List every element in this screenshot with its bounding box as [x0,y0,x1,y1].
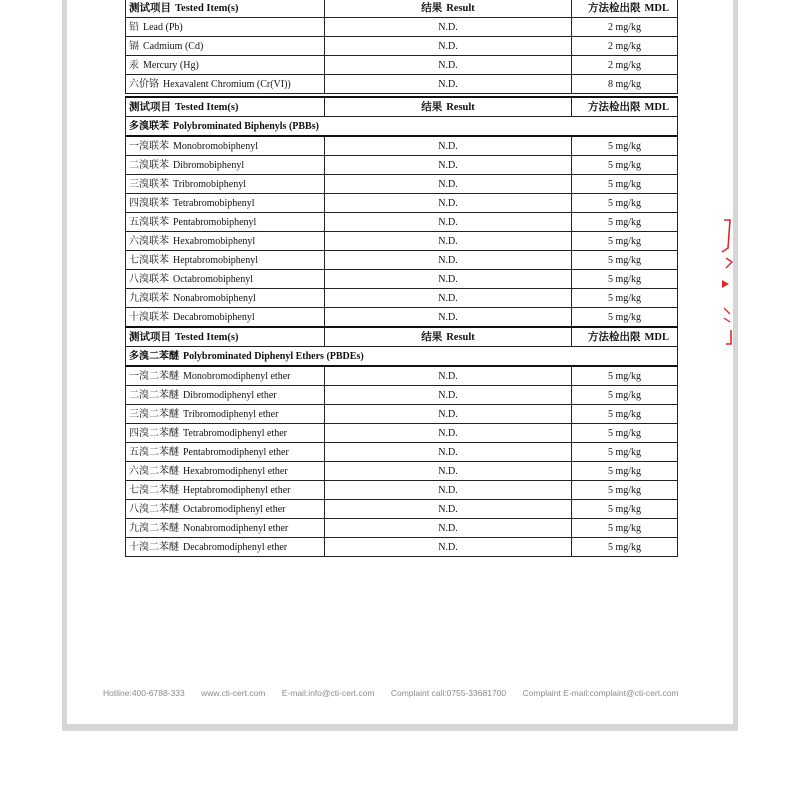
mdl-cell: 5 mg/kg [572,462,678,481]
result-header: 结果 Result [325,327,572,347]
table-row [126,251,678,270]
table-row [126,56,678,75]
mdl-header: 方法检出限 MDL [572,327,678,347]
group-row [126,117,678,137]
table-row [126,519,678,538]
tested-item-cell: 二溴二苯醚 Dibromodiphenyl ether [126,386,325,405]
table-row [126,366,678,386]
table-header-row [126,97,678,117]
result-header: 结果 Result [325,0,572,18]
tested-item-cell: 三溴联苯 Tribromobiphenyl [126,175,325,194]
table-row [126,424,678,443]
mdl-cell: 5 mg/kg [572,519,678,538]
result-cell: N.D. [325,270,572,289]
mdl-cell: 5 mg/kg [572,156,678,175]
result-cell: N.D. [325,289,572,308]
mdl-cell: 5 mg/kg [572,175,678,194]
tested-item-cell: 七溴联苯 Heptabromobiphenyl [126,251,325,270]
group-label: 多溴二苯醚 Polybrominated Diphenyl Ethers (PBDEs) [126,347,678,367]
mdl-header: 方法检出限 MDL [572,0,678,18]
tested-item-cell: 汞 Mercury (Hg) [126,56,325,75]
mdl-cell: 5 mg/kg [572,538,678,557]
table-row [126,18,678,37]
footer-website[interactable]: www.cti-cert.com [201,688,266,698]
tested-item-cell: 铅 Lead (Pb) [126,18,325,37]
table-row [126,270,678,289]
result-cell: N.D. [325,18,572,37]
heavy-metals-table [125,0,678,94]
tested-item-cell: 镉 Cadmium (Cd) [126,37,325,56]
table-row [126,405,678,424]
result-cell: N.D. [325,443,572,462]
footer-hotline: Hotline:400-6788-333 [103,688,185,698]
result-cell: N.D. [325,519,572,538]
table-row [126,462,678,481]
pbbs-table [125,96,678,327]
result-cell: N.D. [325,405,572,424]
table-row [126,289,678,308]
table-row [126,443,678,462]
tested-item-cell: 四溴二苯醚 Tetrabromodiphenyl ether [126,424,325,443]
table-row [126,175,678,194]
tested-item-cell: 八溴联苯 Octabromobiphenyl [126,270,325,289]
footer-email[interactable]: E-mail:info@cti-cert.com [281,688,375,698]
table-header-row [126,0,678,18]
result-cell: N.D. [325,366,572,386]
result-cell: N.D. [325,194,572,213]
table-row [126,213,678,232]
tested-item-header: 测试项目 Tested Item(s) [126,327,325,347]
mdl-cell: 5 mg/kg [572,194,678,213]
result-cell: N.D. [325,175,572,194]
result-cell: N.D. [325,37,572,56]
mdl-cell: 2 mg/kg [572,37,678,56]
result-cell: N.D. [325,136,572,156]
result-cell: N.D. [325,75,572,94]
result-cell: N.D. [325,500,572,519]
table-row [126,194,678,213]
tested-item-cell: 四溴联苯 Tetrabromobiphenyl [126,194,325,213]
table-row [126,156,678,175]
table-row [126,37,678,56]
mdl-cell: 5 mg/kg [572,136,678,156]
mdl-cell: 8 mg/kg [572,75,678,94]
result-cell: N.D. [325,251,572,270]
tested-item-cell: 二溴联苯 Dibromobiphenyl [126,156,325,175]
tested-item-cell: 六价铬 Hexavalent Chromium (Cr(VI)) [126,75,325,94]
table-row [126,500,678,519]
result-cell: N.D. [325,424,572,443]
mdl-cell: 5 mg/kg [572,424,678,443]
tested-item-header: 测试项目 Tested Item(s) [126,97,325,117]
group-row [126,347,678,367]
table-row [126,538,678,557]
page-footer [103,688,693,698]
table-header-row [126,327,678,347]
group-label: 多溴联苯 Polybrominated Biphenyls (PBBs) [126,117,678,137]
mdl-cell: 5 mg/kg [572,443,678,462]
mdl-cell: 2 mg/kg [572,56,678,75]
tested-item-cell: 六溴二苯醚 Hexabromodiphenyl ether [126,462,325,481]
stamp-fragment [720,218,734,346]
table-row [126,386,678,405]
tested-item-cell: 十溴联苯 Decabromobiphenyl [126,308,325,327]
tested-item-cell: 九溴二苯醚 Nonabromodiphenyl ether [126,519,325,538]
tested-item-cell: 五溴联苯 Pentabromobiphenyl [126,213,325,232]
result-cell: N.D. [325,56,572,75]
mdl-cell: 5 mg/kg [572,232,678,251]
mdl-cell: 5 mg/kg [572,386,678,405]
mdl-cell: 5 mg/kg [572,289,678,308]
result-cell: N.D. [325,462,572,481]
table-row [126,308,678,327]
mdl-cell: 5 mg/kg [572,481,678,500]
footer-complaint-email[interactable]: Complaint E-mail:complaint@cti-cert.com [522,688,679,698]
mdl-cell: 2 mg/kg [572,18,678,37]
table-row [126,75,678,94]
result-cell: N.D. [325,308,572,327]
tested-item-cell: 十溴二苯醚 Decabromodiphenyl ether [126,538,325,557]
mdl-cell: 5 mg/kg [572,213,678,232]
tested-item-cell: 三溴二苯醚 Tribromodiphenyl ether [126,405,325,424]
tested-item-cell: 九溴联苯 Nonabromobiphenyl [126,289,325,308]
result-cell: N.D. [325,213,572,232]
result-cell: N.D. [325,156,572,175]
result-cell: N.D. [325,481,572,500]
mdl-cell: 5 mg/kg [572,308,678,327]
result-cell: N.D. [325,232,572,251]
tested-item-cell: 六溴联苯 Hexabromobiphenyl [126,232,325,251]
table-row [126,481,678,500]
tested-item-cell: 五溴二苯醚 Pentabromodiphenyl ether [126,443,325,462]
mdl-cell: 5 mg/kg [572,405,678,424]
mdl-cell: 5 mg/kg [572,366,678,386]
tested-item-cell: 一溴二苯醚 Monobromodiphenyl ether [126,366,325,386]
tested-item-cell: 七溴二苯醚 Heptabromodiphenyl ether [126,481,325,500]
table-row [126,136,678,156]
table-row [126,232,678,251]
mdl-header: 方法检出限 MDL [572,97,678,117]
result-cell: N.D. [325,386,572,405]
pbdes-table [125,326,678,557]
tested-item-cell: 八溴二苯醚 Octabromodiphenyl ether [126,500,325,519]
mdl-cell: 5 mg/kg [572,270,678,289]
result-cell: N.D. [325,538,572,557]
tested-item-cell: 一溴联苯 Monobromobiphenyl [126,136,325,156]
mdl-cell: 5 mg/kg [572,251,678,270]
tested-item-header: 测试项目 Tested Item(s) [126,0,325,18]
mdl-cell: 5 mg/kg [572,500,678,519]
footer-complaint-call: Complaint call:0755-33681700 [390,688,507,698]
result-header: 结果 Result [325,97,572,117]
